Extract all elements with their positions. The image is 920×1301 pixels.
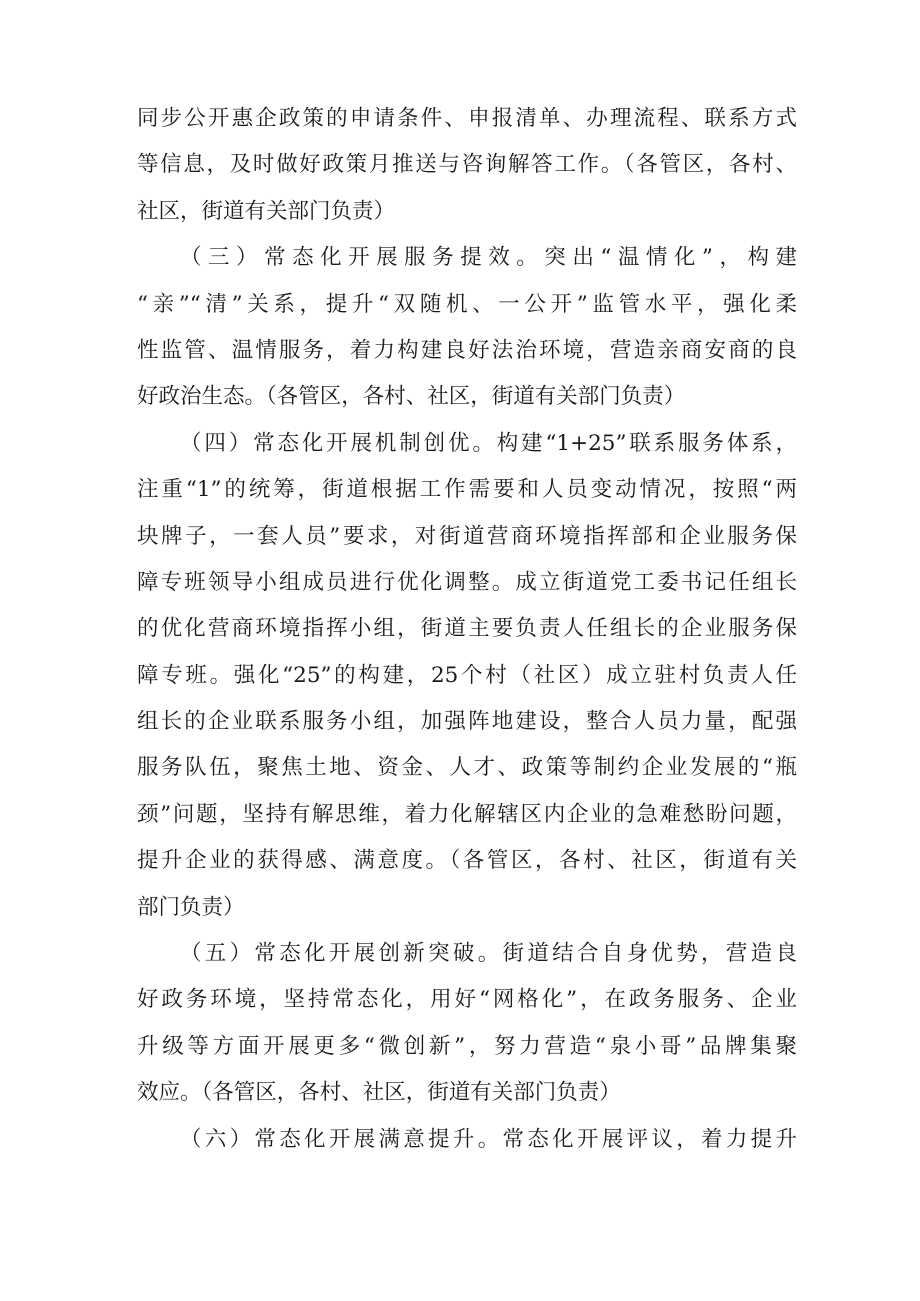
text-line: 块牌子，一套人员”要求，对街道营商环境指挥部和企业服务保 [137, 523, 797, 549]
text-line: “亲”“清”关系，提升“双随机、一公开”监管水平，强化柔 [137, 291, 797, 317]
text-line: 部门负责） [137, 894, 245, 920]
text-line: 升级等方面开展更多“微创新”，努力营造“泉小哥”品牌集聚 [137, 1033, 797, 1059]
paragraph-section-4 [137, 421, 797, 931]
text-line: 障专班。强化“25”的构建，25个村（社区）成立驻村负责人任 [137, 662, 797, 688]
text-line: 颈”问题，坚持有解思维，着力化解辖区内企业的急难愁盼问题， [137, 801, 797, 827]
text-line: 同步公开惠企政策的申请条件、申报清单、办理流程、联系方式 [137, 106, 797, 131]
paragraph-continuation [137, 96, 797, 235]
paragraph-section-3 [137, 235, 797, 421]
document-body [137, 96, 797, 1163]
text-line: （四）常态化开展机制创优。构建“1+25”联系服务体系， [180, 430, 797, 456]
text-line: 服务队伍，聚焦土地、资金、人才、政策等制约企业发展的“瓶 [137, 755, 797, 781]
text-line: （三）常态化开展服务提效。突出“温情化”，构建 [180, 245, 797, 271]
text-line: 障专班领导小组成员进行优化调整。成立街道党工委书记任组长 [137, 569, 797, 595]
text-line: 性监管、温情服务，着力构建良好法治环境，营造亲商安商的良 [137, 337, 797, 363]
text-line: 的优化营商环境指挥小组，街道主要负责人任组长的企业服务保 [137, 616, 797, 642]
text-line: 效应。（各管区，各村、社区，街道有关部门负责） [137, 1080, 621, 1106]
text-line: （五）常态化开展创新突破。街道结合自身优势，营造良 [180, 941, 797, 967]
text-line: 等信息，及时做好政策月推送与咨询解答工作。（各管区，各村、 [137, 152, 797, 178]
text-line: 提升企业的获得感、满意度。（各管区，各村、社区，街道有关 [137, 848, 797, 874]
text-line: （六）常态化开展满意提升。常态化开展评议，着力提升 [180, 1126, 797, 1152]
text-line: 社区，街道有关部门负责） [137, 198, 396, 224]
text-line: 好政务环境，坚持常态化，用好“网格化”，在政务服务、企业 [137, 987, 797, 1013]
paragraph-section-6 [137, 1117, 797, 1163]
paragraph-section-5 [137, 931, 797, 1117]
text-line: 好政治生态。（各管区，各村、社区，街道有关部门负责） [137, 384, 686, 410]
text-line: 注重“1”的统筹，街道根据工作需要和人员变动情况，按照“两 [137, 477, 797, 503]
text-line: 组长的企业联系服务小组，加强阵地建设，整合人员力量，配强 [137, 709, 797, 735]
